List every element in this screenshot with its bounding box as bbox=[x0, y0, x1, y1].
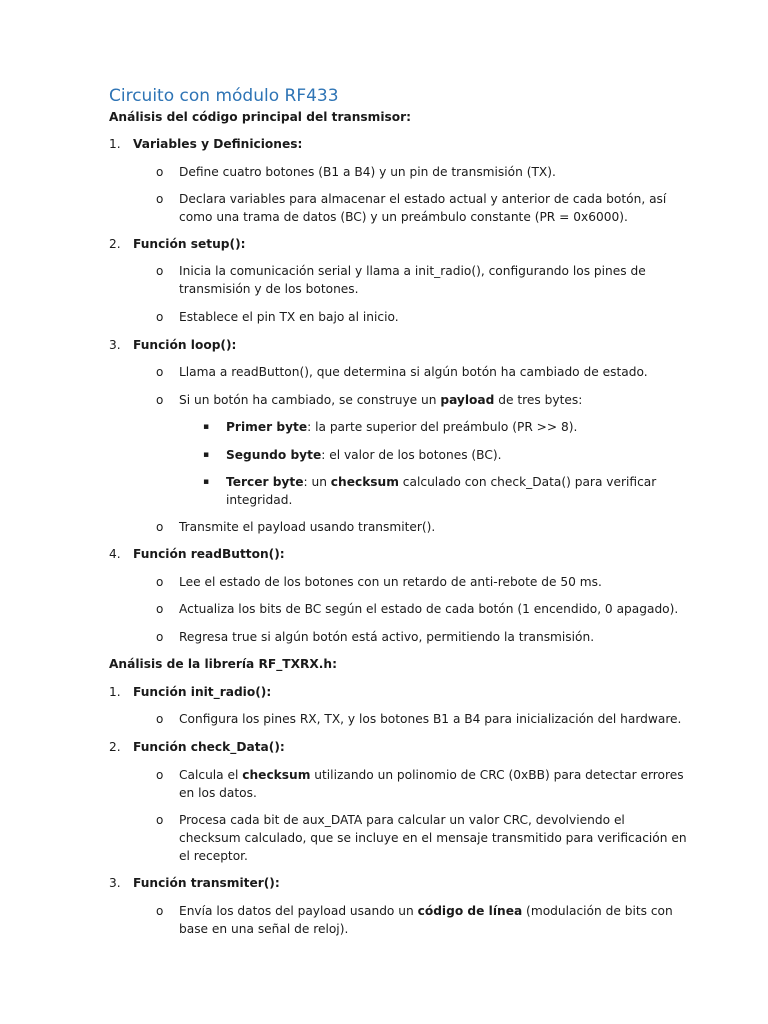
bullet-text: Declara variables para almacenar el estado actual y anterior de cada botón, así bbox=[179, 192, 667, 206]
section-heading: Análisis del código principal del transmisor: bbox=[109, 110, 412, 124]
bullet-text: Envía los datos del payload usando un código de línea (modulación de bits con bbox=[179, 904, 673, 918]
bullet-text: Configura los pines RX, TX, y los botones B1 a B4 para inicialización del hardware. bbox=[179, 712, 682, 726]
bullet-text: transmisión y de los botones. bbox=[179, 282, 359, 296]
bullet-text: Establece el pin TX en bajo al inicio. bbox=[179, 310, 399, 324]
bullet-marker: o bbox=[156, 768, 164, 782]
list-number: 1. bbox=[109, 137, 121, 151]
bullet-text: Actualiza los bits de BC según el estado de cada botón (1 encendido, 0 apagado). bbox=[179, 602, 679, 616]
sub-bullet-text: Segundo byte: el valor de los botones (BC). bbox=[226, 448, 502, 462]
bullet-text: Lee el estado de los botones con un retardo de anti-rebote de 50 ms. bbox=[179, 575, 602, 589]
bullet-text: Inicia la comunicación serial y llama a init_radio(), configurando los pines de bbox=[179, 264, 646, 278]
square-bullet-marker: ▪ bbox=[203, 477, 210, 487]
bold-term: checksum bbox=[330, 475, 399, 489]
list-number: 1. bbox=[109, 685, 121, 699]
sub-bullet-text: Tercer byte: un checksum calculado con check_Data() para verificar bbox=[226, 475, 657, 489]
bullet-marker: o bbox=[156, 575, 164, 589]
square-bullet-marker: ▪ bbox=[203, 422, 210, 432]
sub-bullet-text: Primer byte: la parte superior del preámbulo (PR >> 8). bbox=[226, 420, 578, 434]
list-number: 3. bbox=[109, 876, 121, 890]
bold-term: payload bbox=[440, 393, 495, 407]
list-number: 4. bbox=[109, 547, 121, 561]
list-heading: Variables y Definiciones: bbox=[133, 137, 303, 151]
bold-term: Segundo byte bbox=[226, 448, 322, 462]
bullet-marker: o bbox=[156, 904, 164, 918]
bullet-text: checksum calculado, que se incluye en el mensaje transmitido para verificación en bbox=[179, 831, 687, 845]
bullet-marker: o bbox=[156, 630, 164, 644]
bullet-marker: o bbox=[156, 192, 164, 206]
list-heading: Función loop(): bbox=[133, 338, 237, 352]
list-heading: Función transmiter(): bbox=[133, 876, 280, 890]
bullet-text: Llama a readButton(), que determina si algún botón ha cambiado de estado. bbox=[179, 365, 648, 379]
bullet-text: Transmite el payload usando transmiter(). bbox=[179, 520, 436, 534]
bullet-text: Define cuatro botones (B1 a B4) y un pin de transmisión (TX). bbox=[179, 165, 556, 179]
bullet-marker: o bbox=[156, 365, 164, 379]
square-bullet-marker: ▪ bbox=[203, 450, 210, 460]
bullet-marker: o bbox=[156, 520, 164, 534]
section-heading: Análisis de la librería RF_TXRX.h: bbox=[109, 657, 337, 671]
page-title: Circuito con módulo RF433 bbox=[109, 86, 339, 106]
list-heading: Función check_Data(): bbox=[133, 740, 285, 754]
bullet-text: Regresa true si algún botón está activo, permitiendo la transmisión. bbox=[179, 630, 595, 644]
bullet-text: Calcula el checksum utilizando un polinomio de CRC (0xBB) para detectar errores bbox=[179, 768, 684, 782]
bullet-marker: o bbox=[156, 165, 164, 179]
bold-term: Tercer byte bbox=[226, 475, 304, 489]
list-heading: Función readButton(): bbox=[133, 547, 285, 561]
list-heading: Función init_radio(): bbox=[133, 685, 272, 699]
bullet-marker: o bbox=[156, 393, 164, 407]
list-heading: Función setup(): bbox=[133, 237, 246, 251]
bold-term: Primer byte bbox=[226, 420, 308, 434]
bullet-text: Si un botón ha cambiado, se construye un payload de tres bytes: bbox=[179, 393, 583, 407]
bullet-marker: o bbox=[156, 712, 164, 726]
list-number: 2. bbox=[109, 237, 121, 251]
bullet-text: el receptor. bbox=[179, 849, 248, 863]
list-number: 2. bbox=[109, 740, 121, 754]
bullet-text: Procesa cada bit de aux_DATA para calcular un valor CRC, devolviendo el bbox=[179, 813, 625, 827]
bullet-text: como una trama de datos (BC) y un preámbulo constante (PR = 0x6000). bbox=[179, 210, 628, 224]
bold-term: código de línea bbox=[417, 904, 523, 918]
bold-term: checksum bbox=[242, 768, 311, 782]
bullet-marker: o bbox=[156, 264, 164, 278]
bullet-text: base en una señal de reloj). bbox=[179, 922, 349, 936]
bullet-marker: o bbox=[156, 602, 164, 616]
list-number: 3. bbox=[109, 338, 121, 352]
bullet-marker: o bbox=[156, 813, 164, 827]
sub-bullet-text: integridad. bbox=[226, 493, 293, 507]
bullet-marker: o bbox=[156, 310, 164, 324]
bullet-text: en los datos. bbox=[179, 786, 257, 800]
